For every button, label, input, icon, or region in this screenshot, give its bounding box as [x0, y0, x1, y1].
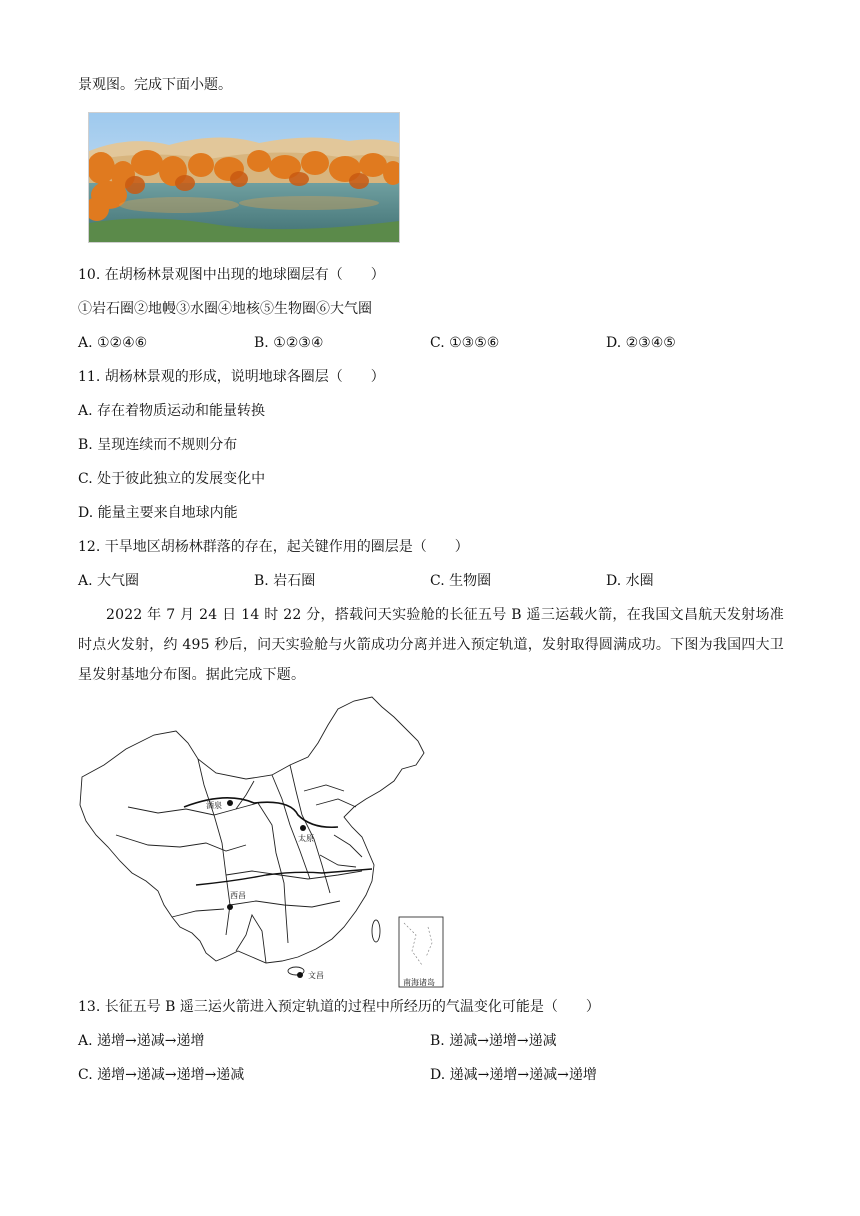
site-jiuquan — [206, 800, 233, 810]
q13-option-c[interactable]: C. 递增→递减→递增→递减 — [78, 1067, 245, 1083]
china-outline — [80, 697, 424, 963]
label-xichang: 西昌 — [230, 891, 246, 900]
q11-option-b[interactable]: B. 呈现连续而不规则分布 — [78, 437, 238, 453]
populus-forest-photo — [88, 112, 400, 243]
site-taiyuan — [298, 825, 314, 843]
intro-tail: 景观图。完成下面小题。 — [78, 77, 232, 93]
q13-stem: 13. 长征五号 B 遥三运火箭进入预定轨道的过程中所经历的气温变化可能是（ ） — [78, 999, 600, 1015]
q10-option-d[interactable]: D. ②③④⑤ — [606, 335, 676, 351]
q10-option-a[interactable]: A. ①②④⑥ — [78, 335, 148, 351]
q10-items: ①岩石圈②地幔③水圈④地核⑤生物圈⑥大气圈 — [78, 301, 372, 317]
q13-option-d[interactable]: D. 递减→递增→递减→递增 — [430, 1067, 597, 1083]
q11-option-d[interactable]: D. 能量主要来自地球内能 — [78, 505, 238, 521]
q12-stem: 12. 干旱地区胡杨林群落的存在，起关键作用的圈层是（ ） — [78, 539, 469, 555]
launch-passage: 2022 年 7 月 24 日 14 时 22 分，搭载问天实验舱的长征五号 B 遥三运载火箭，在我国文昌航天发射场准时点火发射，约 495 秒后，问天实验舱与火箭成功分离并进入预定轨道，发射取得圆满成功。下图为我国四大卫星发射基地分布图。据此完成下题。 — [78, 607, 784, 683]
site-wenchang — [297, 970, 324, 980]
q11-option-a[interactable]: A. 存在着物质运动和能量转换 — [78, 403, 266, 419]
label-wenchang: 文昌 — [308, 971, 324, 980]
china-launch-sites-map — [76, 695, 456, 990]
q10-option-b[interactable]: B. ①②③④ — [254, 335, 324, 351]
q10-stem: 10. 在胡杨林景观图中出现的地球圈层有（ ） — [78, 267, 385, 283]
q11-stem: 11. 胡杨林景观的形成，说明地球各圈层（ ） — [78, 369, 385, 385]
q12-option-a[interactable]: A. 大气圈 — [78, 573, 140, 589]
q13-option-b[interactable]: B. 递减→递增→递减 — [430, 1033, 557, 1049]
label-jiuquan: 酒泉 — [206, 801, 222, 810]
inset-label: 南海诸岛 — [403, 978, 435, 987]
q12-option-b[interactable]: B. 岩石圈 — [254, 573, 316, 589]
label-taiyuan: 太原 — [298, 834, 314, 843]
nanhai-inset — [399, 917, 443, 987]
q11-option-c[interactable]: C. 处于彼此独立的发展变化中 — [78, 471, 266, 487]
q13-option-a[interactable]: A. 递增→递减→递增 — [78, 1033, 205, 1049]
q10-option-c[interactable]: C. ①③⑤⑥ — [430, 335, 500, 351]
q12-option-c[interactable]: C. 生物圈 — [430, 573, 492, 589]
q12-option-d[interactable]: D. 水圈 — [606, 573, 654, 589]
